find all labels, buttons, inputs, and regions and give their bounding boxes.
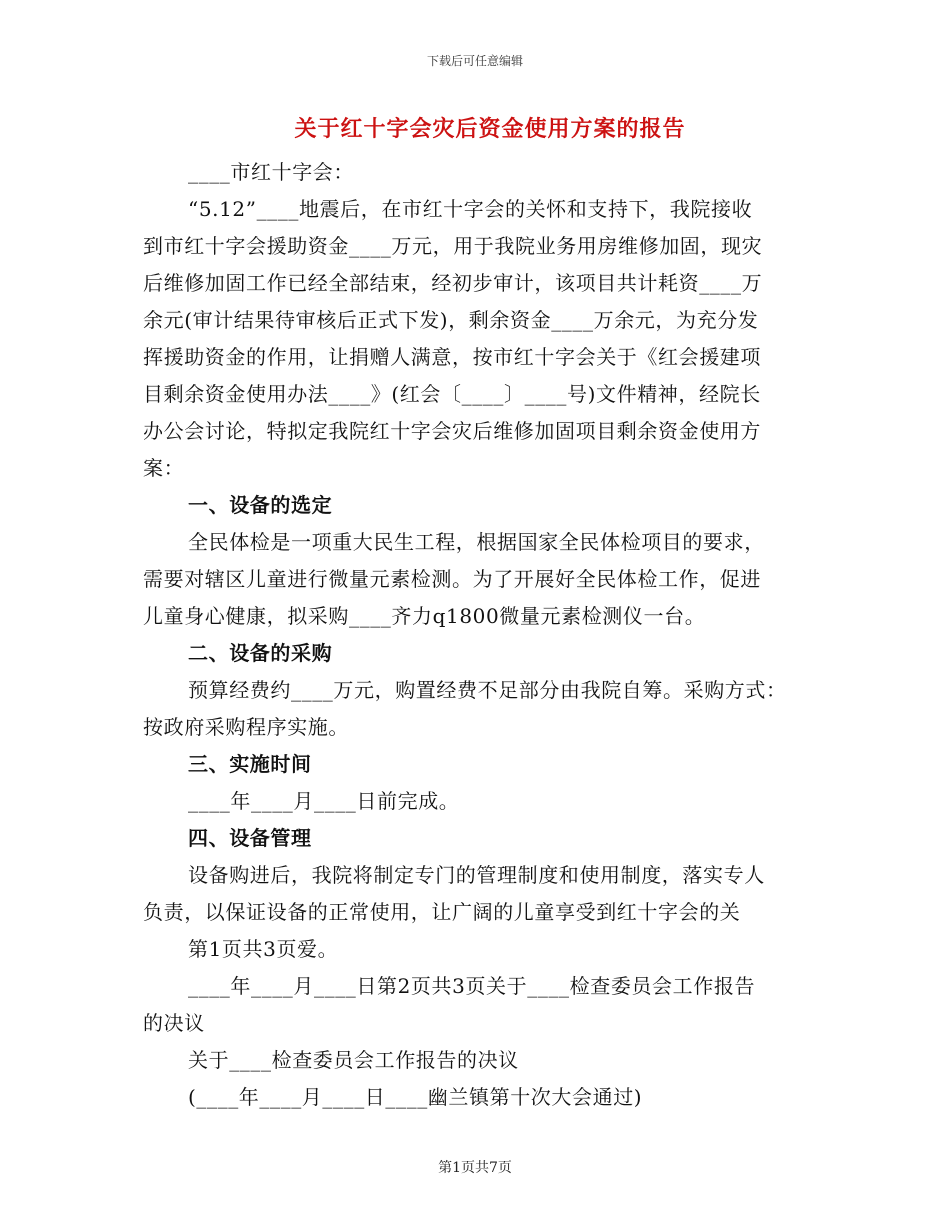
body-line: 案： (143, 456, 185, 480)
body-line: 第1页共3页爱。 (188, 937, 339, 961)
section-heading-1: 一、设备的选定 (188, 493, 333, 517)
body-line: 预算经费约____万元，购置经费不足部分由我院自筹。采购方式： (188, 678, 787, 702)
section-heading-4: 四、设备管理 (188, 826, 312, 850)
body-line: ____年____月____日第2页共3页关于____检查委员会工作报告 (188, 974, 756, 998)
body-line: 余元(审计结果待审核后正式下发)，剩余资金____万余元，为充分发 (143, 308, 759, 332)
body-line: 后维修加固工作已经全部结束，经初步审计，该项目共计耗资____万 (143, 271, 763, 295)
body-line: 办公会讨论，特拟定我院红十字会灾后维修加固项目剩余资金使用方 (143, 419, 761, 443)
body-line: 到市红十字会援助资金____万元，用于我院业务用房维修加固，现灾 (143, 234, 763, 258)
body-line: 目剩余资金使用办法____》(红会〔____〕____号)文件精神，经院长 (143, 382, 761, 406)
section-heading-3: 三、实施时间 (188, 752, 312, 776)
body-line: ____年____月____日前完成。 (188, 789, 460, 813)
body-line: 挥援助资金的作用，让捐赠人满意，按市红十字会关于《红会援建项 (143, 345, 761, 369)
addressee-line: ____市红十字会： (188, 160, 354, 184)
body-line: 设备购进后，我院将制定专门的管理制度和使用制度，落实专人 (188, 863, 765, 887)
body-line: 的决议 (143, 1011, 205, 1035)
body-line: 全民体检是一项重大民生工程，根据国家全民体检项目的要求， (188, 530, 765, 554)
body-line: 关于____检查委员会工作报告的决议 (188, 1048, 519, 1072)
body-line: 儿童身心健康，拟采购____齐力q1800微量元素检测仪一台。 (143, 604, 706, 628)
body-line: 按政府采购程序实施。 (143, 715, 349, 739)
body-line: 负责，以保证设备的正常使用，让广阔的儿童享受到红十字会的关 (143, 900, 741, 924)
document-title: 关于红十字会灾后资金使用方案的报告 (294, 116, 686, 142)
header-note: 下载后可任意编辑 (426, 54, 523, 68)
page-footer: 第1页共7页 (438, 1160, 512, 1176)
section-heading-2: 二、设备的采购 (188, 641, 333, 665)
body-line: 需要对辖区儿童进行微量元素检测。为了开展好全民体检工作，促进 (143, 567, 761, 591)
body-line: (____年____月____日____幽兰镇第十次大会通过) (188, 1085, 643, 1109)
body-line: “5.12”____地震后，在市红十字会的关怀和支持下，我院接收 (188, 197, 753, 221)
